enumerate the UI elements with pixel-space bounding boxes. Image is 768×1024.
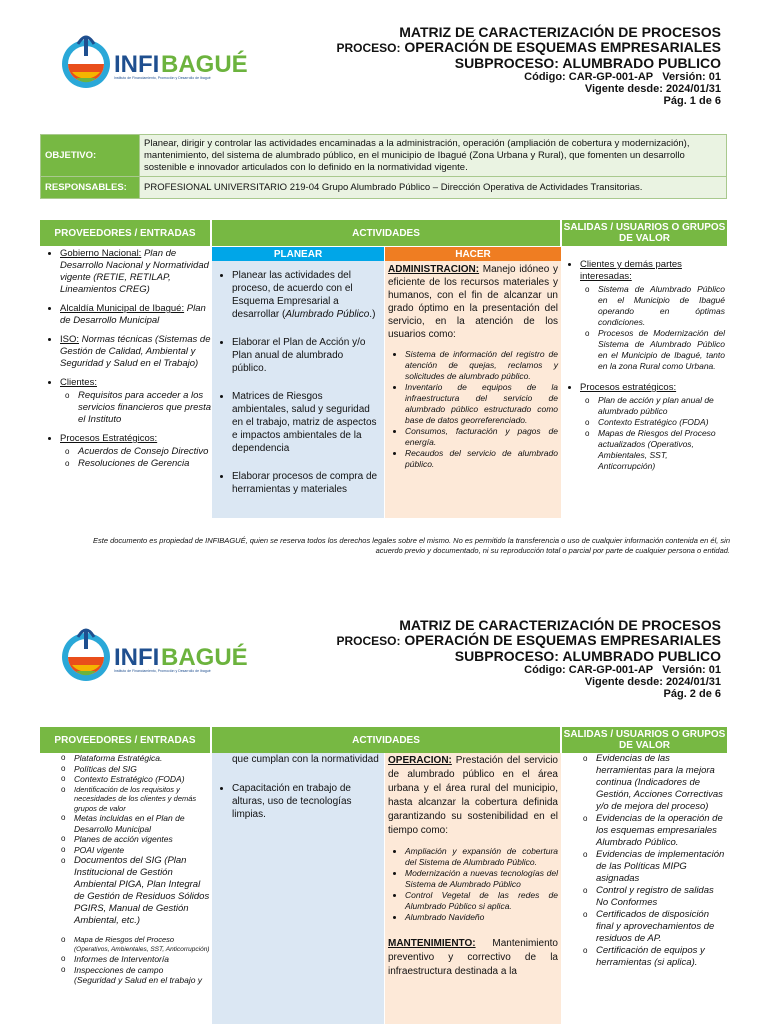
proveedores-column-1 <box>40 247 212 518</box>
planear-header: PLANEAR <box>212 247 384 261</box>
doc-title: MATRIZ DE CARACTERIZACIÓN DE PROCESOS <box>399 617 721 633</box>
salidas-column-2 <box>562 753 728 1024</box>
list-item: o Mapa de Riesgos del Proceso (Operativos, Ambientales, SST, Anticorrupción) <box>74 935 210 954</box>
list-item: • Sistema de información del registro de atención de quejas, reclamos y solicitudes de alumbrado público. <box>405 349 558 382</box>
list-item: o Plataforma Estratégica. <box>74 753 210 764</box>
list-item: o Evidencias de implementación de las Políticas MIPG asignadas <box>596 849 725 885</box>
vigente: Vigente desde: 2024/01/31 <box>584 83 721 95</box>
proceso-label: PROCESO: <box>336 41 401 55</box>
list-item: • ISO: Normas técnicas (Sistemas de Gestión de Calidad, Ambiental y Seguridad y Salud en el Trabajo) <box>60 334 212 370</box>
logo-tagline: Instituto de Financiamiento, Promoción y Desarrollo de Ibagué <box>114 669 211 673</box>
document-page-2 <box>0 615 768 1024</box>
list-item: • Matrices de Riesgos ambientales, salud y seguridad en el trabajo, matriz de aspectos e impactos ambientales de la dependencia <box>232 390 380 455</box>
list-item: o Certificación de equipos y herramientas (si aplica). <box>596 945 725 969</box>
list-item: • Gobierno Nacional: Plan de Desarrollo Nacional y Normatividad vigente (RETIE, RETILAP, Lineamientos CREG) <box>60 248 212 296</box>
subproceso: SUBPROCESO: ALUMBRADO PUBLICO <box>454 648 721 664</box>
list-item: • Planear las actividades del proceso, de acuerdo con el Esquema Empresarial a desarrollar (Alumbrado Público.) <box>232 269 380 321</box>
planear-column-1 <box>212 261 384 518</box>
list-item: o Certificados de disposición final y aprovechamientos de residuos de AP. <box>596 909 725 945</box>
matrix-header <box>40 220 727 246</box>
list-item: • Control Vegetal de las redes de Alumbrado Público si aplica. <box>405 890 558 912</box>
infibague-logo <box>58 615 248 695</box>
header-proveedores: PROVEEDORES / ENTRADAS <box>40 727 210 753</box>
subproceso: SUBPROCESO: ALUMBRADO PUBLICO <box>454 55 721 71</box>
page-header <box>0 615 768 710</box>
list-item: • Capacitación en trabajo de alturas, uso de tecnologías limpias. <box>232 782 380 821</box>
codigo: Código: CAR-GP-001-AP <box>524 664 654 676</box>
list-item: o Control y registro de salidas No Conformes <box>596 885 725 909</box>
hacer-column-1: ADMINISTRACION: Manejo idóneo y eficiente de los recursos materiales y humanos, con el fin de alcanzar un grado óptimo en la presentación del servicio, en la atención de los usuarios como: • Sistema de información del registro de atención de quejas, reclamos y solicitudes de alumbrado público. • Inventario de equipos de la infraestructura del servicio de alumbrado público estructurado como base de datos georreferenciado. • Consumos, facturación y pagos de energía. • Recaudos del servicio de alumbrado público. <box>385 261 561 518</box>
list-item: o Identificación de los requisitos y necesidades de los clientes y demás grupos de valor <box>74 785 210 814</box>
list-item: • Alcaldía Municipal de Ibagué: Plan de Desarrollo Municipal <box>60 303 212 327</box>
list-item: • Recaudos del servicio de alumbrado público. <box>405 448 558 470</box>
planear-column-2 <box>212 753 384 1024</box>
planear-continued: que cumplan con la normatividad <box>232 754 379 765</box>
responsables-text: PROFESIONAL UNIVERSITARIO 219-04 Grupo Alumbrado Público – Dirección Operativa de Actividades Transitorias. <box>140 177 727 199</box>
list-item: o Informes de Interventoría <box>74 954 210 965</box>
footer-disclaimer: Este documento es propiedad de INFIBAGUÉ, quien se reserva todos los derechos legales sobre el mismo. No es permitido la transferencia o uso de cualquier información contenida en él, sin acuerdo previo y documentado, ni su reproducción total o parcial por parte de cualquier persona o entidad. <box>92 536 730 555</box>
version: Versión: 01 <box>662 664 721 676</box>
list-item: o Contexto Estratégico (FODA) <box>74 774 210 785</box>
list-item: • Consumos, facturación y pagos de energía. <box>405 426 558 448</box>
proveedores-column-2 <box>40 753 212 1024</box>
list-item: • Modernización a nuevas tecnologías del Sistema de Alumbrado Público <box>405 868 558 890</box>
list-item: o Políticas del SIG <box>74 764 210 775</box>
list-item: o Evidencias de la operación de los esquemas empresariales Alumbrado Público. <box>596 813 725 849</box>
list-item: • Procesos estratégicos: o Plan de acción y plan anual de alumbrado público o Contexto Estratégico (FODA) o Mapas de Riesgos del Proceso actualizados (Operativos, Ambientales, SST, Anticorrupción) <box>580 382 725 472</box>
hacer-header: HACER <box>385 247 561 261</box>
list-item: • Elaborar procesos de compra de herramientas y materiales <box>232 470 380 496</box>
objetivo-table <box>40 134 727 199</box>
svg-text:BAGUÉ: BAGUÉ <box>161 51 248 78</box>
proceso-name: OPERACIÓN DE ESQUEMAS EMPRESARIALES <box>404 39 721 55</box>
objetivo-text: Planear, dirigir y controlar las actividades encaminadas a la administración, operación (ampliación de cobertura y modernización), mantenimiento, del sistema de alumbrado público, en el municipio de Ibagué (Zona Urbana y Rural), que fomenten un desarrollo sostenible e innovador articulados con lo definido en la normatividad vigente. <box>140 135 727 177</box>
list-item: • Procesos Estratégicos: o Acuerdos de Consejo Directivo o Resoluciones de Gerencia <box>60 433 212 470</box>
page-number: Pág. 2 de 6 <box>663 688 721 700</box>
list-item: o POAI vigente <box>74 845 210 856</box>
responsables-label: RESPONSABLES: <box>41 177 140 199</box>
document-page-1 <box>0 22 768 562</box>
svg-text:INFI: INFI <box>114 644 160 671</box>
list-item: • Alumbrado Navideño <box>405 912 558 923</box>
objetivo-label: OBJETIVO: <box>41 135 140 177</box>
proceso-label: PROCESO: <box>336 634 401 648</box>
page-header <box>0 22 768 117</box>
list-item: • Inventario de equipos de la infraestructura del servicio de alumbrado público estructurado como base de datos georreferenciado. <box>405 382 558 426</box>
hacer-column-2: OPERACION: Prestación del servicio de alumbrado público en el área urbana y el área rural del municipio, hasta alcanzar la cobertura definida garantizando su sostenibilidad en el tiempo como: • Ampliación y expansión de cobertura del Sistema de Alumbrado Público. • Modernización a nuevas tecnologías del Sistema de Alumbrado Público • Control Vegetal de las redes de Alumbrado Público si aplica. • Alumbrado Navideño MANTENIMIENTO: Mantenimiento preventivo y correctivo de la infraestructura destinada a la <box>385 753 561 1024</box>
header-salidas: SALIDAS / USUARIOS O GRUPOS DE VALOR <box>563 222 726 244</box>
logo-tagline: Instituto de Financiamiento, Promoción y Desarrollo de Ibagué <box>114 76 211 80</box>
svg-text:INFI: INFI <box>114 51 160 78</box>
codigo: Código: CAR-GP-001-AP <box>524 71 654 83</box>
svg-text:BAGUÉ: BAGUÉ <box>161 644 248 671</box>
proceso-name: OPERACIÓN DE ESQUEMAS EMPRESARIALES <box>404 632 721 648</box>
list-item: o Evidencias de las herramientas para la mejora continua (Indicadores de Gestión, Acciones Correctivas y/o de mejora del proceso) <box>596 753 725 813</box>
header-text <box>336 617 721 700</box>
list-item: o Metas incluidas en el Plan de Desarrollo Municipal <box>74 813 210 834</box>
infibague-logo <box>58 22 248 102</box>
header-actividades: ACTIVIDADES <box>212 220 560 246</box>
list-item: • Clientes y demás partes interesadas: o Sistema de Alumbrado Público en el Municipio de Ibagué operando en óptimas condiciones. o Procesos de Modernización del Sistema de Alumbrado Público en el Municipio de Ibagué, tanto en la zona Rural como Urbana. <box>580 259 725 372</box>
list-item: o Inspecciones de campo (Seguridad y Salud en el trabajo y <box>74 965 210 986</box>
doc-title: MATRIZ DE CARACTERIZACIÓN DE PROCESOS <box>399 24 721 40</box>
header-actividades: ACTIVIDADES <box>212 727 560 753</box>
list-item: • Clientes: o Requisitos para acceder a los servicios financieros que presta el Instituto <box>60 377 212 426</box>
header-text <box>336 24 721 107</box>
matrix-header <box>40 727 727 753</box>
list-item: • Elaborar el Plan de Acción y/o Plan anual de alumbrado público. <box>232 336 380 375</box>
list-item: • Ampliación y expansión de cobertura del Sistema de Alumbrado Público. <box>405 846 558 868</box>
vigente: Vigente desde: 2024/01/31 <box>584 676 721 688</box>
salidas-column-1 <box>562 247 728 518</box>
list-item: o Planes de acción vigentes <box>74 834 210 845</box>
version: Versión: 01 <box>662 71 721 83</box>
list-item: o Documentos del SIG (Plan Institucional de Gestión Ambiental PIGA, Plan Integral de Gestión de Residuos Sólidos PGIRS, Manual de Gestión Ambiental, etc.) <box>74 855 210 927</box>
page-number: Pág. 1 de 6 <box>663 95 721 107</box>
header-salidas: SALIDAS / USUARIOS O GRUPOS DE VALOR <box>563 729 726 751</box>
header-proveedores: PROVEEDORES / ENTRADAS <box>40 220 210 246</box>
